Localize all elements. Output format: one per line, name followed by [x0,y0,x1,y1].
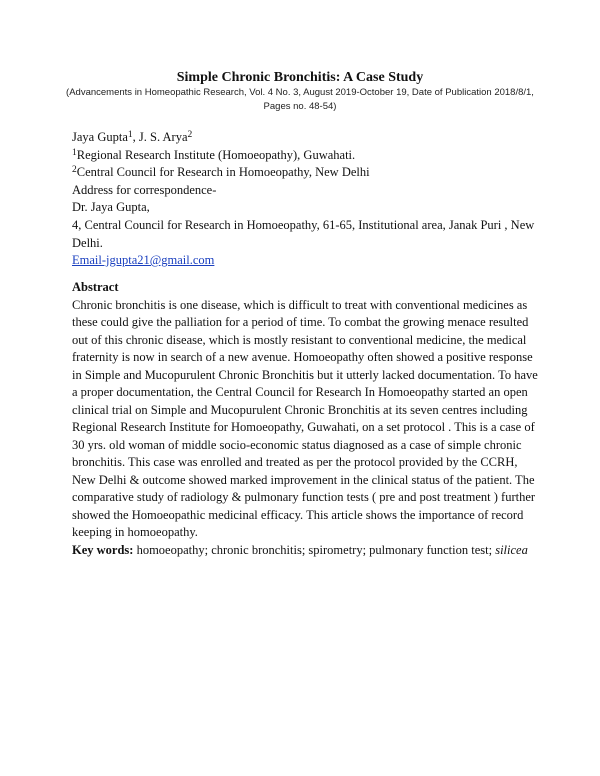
correspondence-address: 4, Central Council for Research in Homoeopathy, 61-65, Institutional area, Janak Puri , New Delhi. [72,217,535,250]
correspondence-name: Dr. Jaya Gupta, [72,200,150,215]
author-superscript: 1 [127,130,133,140]
author-superscript: 2 [187,130,193,140]
correspondence-label: Address for correspondence- [72,182,217,197]
abstract-body: Chronic bronchitis is one disease, which is difficult to treat with conventional medicines as these could give the palliation for a period of time. To combat the growing menace resulted out of this chronic disease, which is mostly resistant to conventional medicine, the medical fraternity is now in search of a new avenue. Homoeopathy often showed a positive response in Simple and Mucopurulent Chronic Bronchitis but it utterly lacked documentation. To have a proper documentation, the Central Council for Research In Homoeopathy started an open clinical trial on Simple and Mucopurulent Chronic Bronchitis at its seven centres including Regional Research Institute for Homoeopathy, Guwahati, on a set protocol . This is a case of 30 yrs. old woman of middle socio-economic status diagnosed as a case of simple chronic bronchitis. This case was enrolled and treated as per the protocol provided by the CCRH, New Delhi & outcome showed marked improvement in the clinical status of the patient. The comparative study of radiology & pulmonary function tests ( pre and post treatment ) further showed the Homoeopathic medicinal efficacy. This article shows the importance of record keeping in homoeopathy. [72,297,538,539]
affiliation-text: Regional Research Institute (Homoeopathy), Guwahati. [76,147,356,162]
affiliation-superscript: 2 [72,165,77,176]
affiliation-superscript: 1 [72,147,77,158]
keywords-text: homoeopathy; chronic bronchitis; spirometry; pulmonary function test; [133,542,496,557]
abstract-section [72,279,542,559]
author-name: Jaya Gupta [72,130,128,144]
keywords-label: Key words: [72,542,134,557]
keywords [72,542,542,560]
author-name: , J. S. Arya [132,130,188,144]
author-line [72,129,542,147]
paper-title: Simple Chronic Bronchitis: A Case Study [176,70,424,85]
email-link[interactable]: Email-jgupta21@gmail.com [72,253,215,268]
author-block [72,129,542,270]
affiliation-text: Central Council for Research in Homoeopathy, New Delhi [76,165,370,180]
keywords-italic: silicea [495,542,528,557]
abstract-heading: Abstract [72,280,119,294]
affiliation-1 [72,147,542,165]
affiliation-2 [72,164,542,182]
publication-info: (Advancements in Homeopathic Research, Vol. 4 No. 3, August 2019-October 19, Date of Publication 2018/8/1, Pages no. 48-54) [66,87,534,112]
